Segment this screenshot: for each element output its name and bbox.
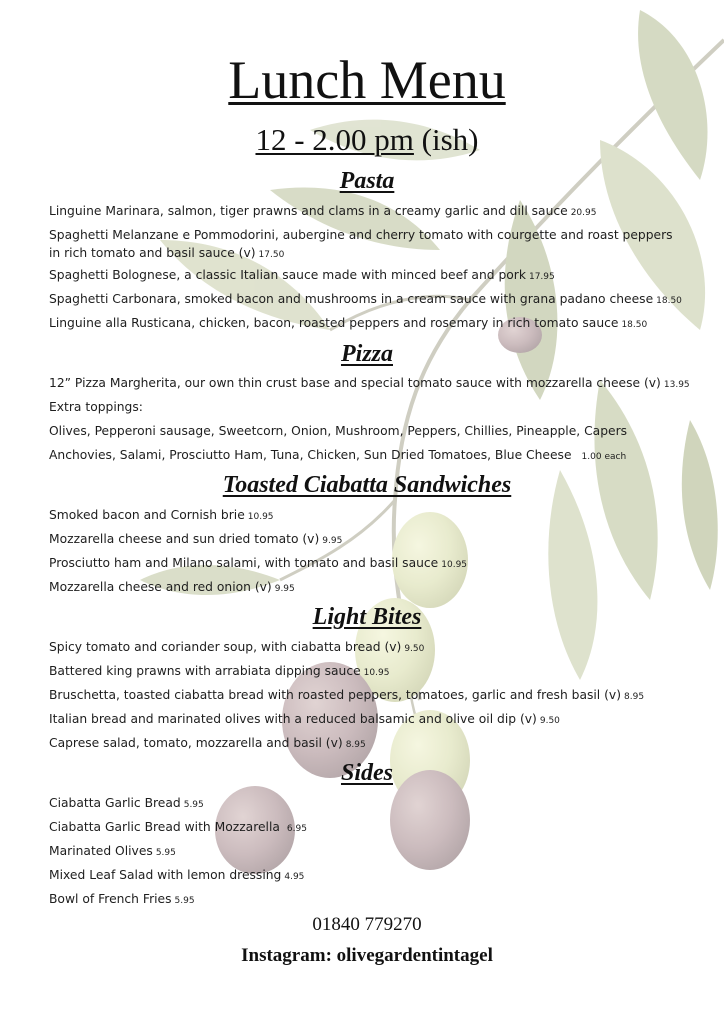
instagram-handle: Instagram: olivegardentintagel xyxy=(241,945,493,966)
item-text: Battered king prawns with arrabiata dipping sauce xyxy=(49,664,361,678)
item-text: 12” Pizza Margherita, our own thin crust base and special tomato sauce with mozzarella cheese (v) xyxy=(49,376,661,390)
menu-item xyxy=(49,421,679,444)
menu-item xyxy=(49,793,679,816)
item-text: Anchovies, Salami, Prosciutto Ham, Tuna, Chicken, Sun Dried Tomatoes, Blue Cheese xyxy=(49,448,572,462)
item-text: Ciabatta Garlic Bread with Mozzarella xyxy=(49,820,280,834)
menu-item xyxy=(49,577,679,600)
section-heading-light-bites: Light Bites xyxy=(312,604,422,630)
item-text: Smoked bacon and Cornish brie xyxy=(49,508,245,522)
menu-item xyxy=(49,201,679,224)
menu-item xyxy=(49,865,679,888)
menu-item xyxy=(49,445,679,468)
menu-item xyxy=(49,289,682,312)
section-heading-sides: Sides xyxy=(340,760,393,786)
item-text: Mozzarella cheese and red onion (v) xyxy=(49,580,272,594)
menu-item xyxy=(49,529,679,552)
item-price: 18.50 xyxy=(621,320,648,330)
menu-item xyxy=(49,841,679,864)
section-heading-sandwiches: Toasted Ciabatta Sandwiches xyxy=(222,472,512,498)
item-price: 5.95 xyxy=(183,800,204,810)
item-price: 1.00 each xyxy=(581,452,627,462)
item-price: 18.50 xyxy=(656,296,682,306)
item-price: 9.95 xyxy=(322,536,343,546)
item-price: 8.95 xyxy=(345,740,366,750)
item-price: 8.95 xyxy=(624,692,645,702)
item-text: Italian bread and marinated olives with a reduced balsamic and olive oil dip (v) xyxy=(49,712,537,726)
menu-item xyxy=(49,397,679,420)
item-text: Ciabatta Garlic Bread xyxy=(49,796,181,810)
item-text: Linguine Marinara, salmon, tiger prawns and clams in a creamy garlic and dill sauce xyxy=(49,204,568,218)
menu-item xyxy=(49,817,679,840)
menu-item xyxy=(49,709,679,732)
item-text: Spaghetti Carbonara, smoked bacon and mushrooms in a cream sauce with grana padano cheese xyxy=(49,292,654,306)
item-text: Marinated Olives xyxy=(49,844,153,858)
item-text: Linguine alla Rusticana, chicken, bacon, roasted peppers and rosemary in rich tomato sauce xyxy=(49,316,619,330)
item-price: 5.95 xyxy=(174,896,195,906)
menu-item xyxy=(49,226,679,264)
item-price: 9.95 xyxy=(274,584,295,594)
menu-item xyxy=(49,661,679,684)
item-price: 20.95 xyxy=(570,208,597,218)
item-text: Spicy tomato and coriander soup, with ciabatta bread (v) xyxy=(49,640,402,654)
menu-item xyxy=(49,889,679,912)
item-text: Olives, Pepperoni sausage, Sweetcorn, Onion, Mushroom, Peppers, Chillies, Pineapple, Capers xyxy=(49,424,628,438)
item-text: Prosciutto ham and Milano salami, with tomato and basil sauce xyxy=(49,556,439,570)
item-price: 5.95 xyxy=(155,848,176,858)
menu-item xyxy=(49,637,679,660)
item-text: Spaghetti Melanzane e Pommodorini, aubergine and cherry tomato with courgette and roast peppers in rich tomato and basil sauce (v) xyxy=(49,228,673,260)
menu-item xyxy=(49,685,679,708)
item-text: Spaghetti Bolognese, a classic Italian sauce made with minced beef and pork xyxy=(49,268,526,282)
serving-time: 12 - 2.00 pm xyxy=(255,122,414,157)
phone-number: 01840 779270 xyxy=(312,914,422,935)
menu-item xyxy=(49,313,679,336)
item-price: 4.95 xyxy=(284,872,305,882)
item-price: 13.95 xyxy=(663,380,690,390)
menu-item xyxy=(49,733,679,756)
menu-item xyxy=(49,373,690,396)
item-text: Bowl of French Fries xyxy=(49,892,172,906)
item-text: Mixed Leaf Salad with lemon dressing xyxy=(49,868,282,882)
page-title: Lunch Menu xyxy=(228,50,506,110)
item-price: 9.50 xyxy=(404,644,425,654)
menu-item xyxy=(49,505,679,528)
serving-hours xyxy=(0,120,724,160)
item-price: 10.95 xyxy=(441,560,468,570)
section-heading-pizza: Pizza xyxy=(340,341,393,367)
menu-item xyxy=(49,553,679,576)
item-price: 17.95 xyxy=(528,272,555,282)
item-price: 9.50 xyxy=(539,716,560,726)
item-price: 6.95 xyxy=(286,824,307,834)
item-text: Extra toppings: xyxy=(49,400,143,414)
item-text: Bruschetta, toasted ciabatta bread with roasted peppers, tomatoes, garlic and fresh basil (v) xyxy=(49,688,622,702)
item-price: 10.95 xyxy=(363,668,390,678)
item-text: Mozzarella cheese and sun dried tomato (v) xyxy=(49,532,320,546)
serving-time-suffix: (ish) xyxy=(421,122,479,157)
item-price: 17.50 xyxy=(258,250,285,260)
menu-item xyxy=(49,265,679,288)
item-price: 10.95 xyxy=(247,512,274,522)
item-text: Caprese salad, tomato, mozzarella and basil (v) xyxy=(49,736,343,750)
section-heading-pasta: Pasta xyxy=(339,168,395,194)
